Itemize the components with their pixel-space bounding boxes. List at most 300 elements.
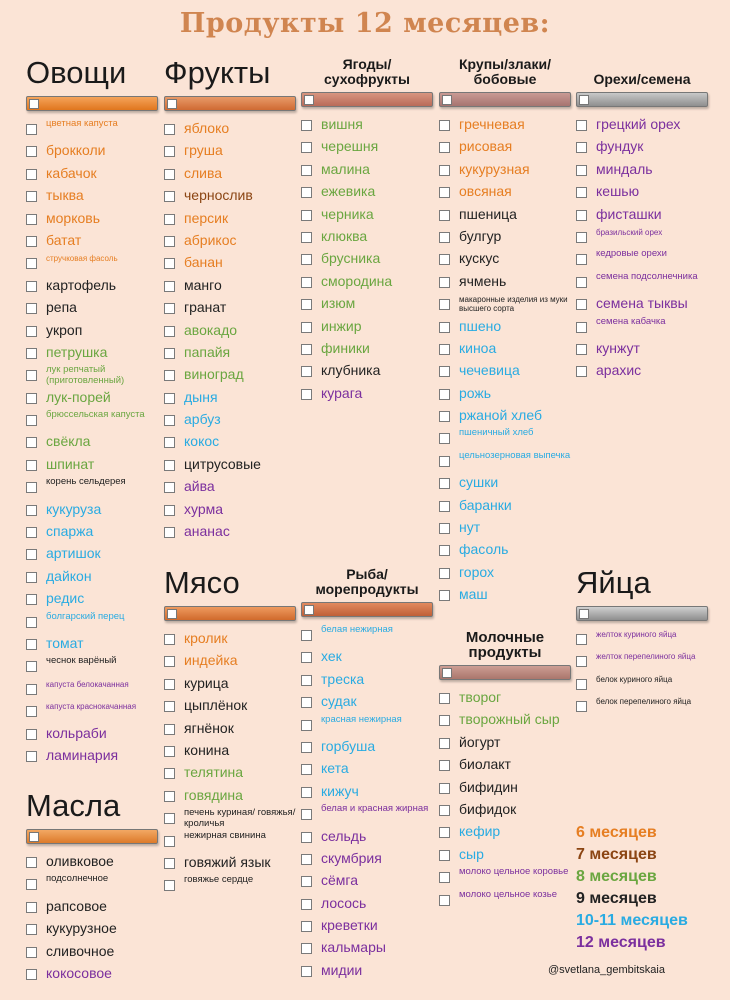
- checkbox[interactable]: [164, 527, 175, 538]
- checklist-item[interactable]: [164, 521, 296, 543]
- checklist-item[interactable]: [164, 387, 296, 409]
- checkbox[interactable]: [164, 791, 175, 802]
- checkbox[interactable]: [26, 661, 37, 672]
- checklist-item[interactable]: [301, 893, 433, 915]
- checkbox[interactable]: [301, 832, 312, 843]
- checkbox[interactable]: [26, 572, 37, 583]
- checkbox[interactable]: [439, 389, 450, 400]
- checklist-item[interactable]: [439, 405, 571, 427]
- checklist-item[interactable]: [301, 669, 433, 691]
- checkbox[interactable]: [164, 124, 175, 135]
- checklist-item[interactable]: [439, 799, 571, 821]
- checklist-item[interactable]: [26, 873, 158, 895]
- section-header: Молочные продукты: [465, 629, 545, 661]
- checklist-item[interactable]: [576, 226, 708, 248]
- checklist-item[interactable]: [439, 472, 571, 494]
- checklist-item[interactable]: [26, 633, 158, 655]
- checkbox[interactable]: [576, 634, 587, 645]
- checklist-item[interactable]: [164, 476, 296, 498]
- checkbox[interactable]: [26, 527, 37, 538]
- checkbox[interactable]: [26, 326, 37, 337]
- checklist-item[interactable]: [576, 159, 708, 181]
- checkbox[interactable]: [164, 724, 175, 735]
- checkbox[interactable]: [26, 751, 37, 762]
- checklist-item[interactable]: [26, 745, 158, 767]
- checkbox[interactable]: [439, 142, 450, 153]
- checklist-item[interactable]: [301, 114, 433, 136]
- checklist-item[interactable]: [439, 159, 571, 181]
- checkbox[interactable]: [439, 277, 450, 288]
- checkbox[interactable]: [301, 187, 312, 198]
- item-label: груша: [184, 142, 223, 159]
- checklist-item[interactable]: [301, 870, 433, 892]
- checkbox[interactable]: [439, 760, 450, 771]
- checkbox[interactable]: [26, 258, 37, 269]
- checklist-item[interactable]: [301, 714, 433, 736]
- checkbox[interactable]: [26, 902, 37, 913]
- checklist-item[interactable]: [164, 874, 296, 896]
- checklist-item[interactable]: [439, 114, 571, 136]
- checkbox[interactable]: [164, 813, 175, 824]
- checkbox[interactable]: [164, 393, 175, 404]
- checklist-item[interactable]: [439, 495, 571, 517]
- checkbox[interactable]: [576, 165, 587, 176]
- checklist-item[interactable]: [576, 360, 708, 382]
- checklist-item[interactable]: [301, 136, 433, 158]
- checklist-item[interactable]: [26, 230, 158, 252]
- checkbox[interactable]: [439, 411, 450, 422]
- checkbox[interactable]: [439, 456, 450, 467]
- checkbox[interactable]: [301, 876, 312, 887]
- checkbox[interactable]: [439, 827, 450, 838]
- checklist-item[interactable]: [576, 181, 708, 203]
- checklist-item[interactable]: [439, 584, 571, 606]
- checkbox[interactable]: [576, 679, 587, 690]
- checklist-item[interactable]: [26, 588, 158, 610]
- checkbox[interactable]: [576, 254, 587, 265]
- checkbox[interactable]: [576, 656, 587, 667]
- checklist-item[interactable]: [26, 454, 158, 476]
- checkbox[interactable]: [576, 187, 587, 198]
- checklist-item[interactable]: [301, 937, 433, 959]
- checkbox[interactable]: [576, 210, 587, 221]
- checkbox[interactable]: [439, 715, 450, 726]
- checkbox[interactable]: [301, 720, 312, 731]
- item-label: тыква: [46, 187, 84, 204]
- checklist-item[interactable]: [576, 293, 708, 315]
- item-label: треска: [321, 670, 365, 687]
- checklist-item[interactable]: [164, 740, 296, 762]
- checklist-item[interactable]: [26, 678, 158, 700]
- checkbox[interactable]: [301, 120, 312, 131]
- checklist-item[interactable]: [439, 226, 571, 248]
- checkbox[interactable]: [439, 120, 450, 131]
- checkbox[interactable]: [301, 254, 312, 265]
- checklist-item[interactable]: [576, 248, 708, 270]
- checklist-item[interactable]: [26, 723, 158, 745]
- checkbox[interactable]: [576, 142, 587, 153]
- checkbox[interactable]: [301, 299, 312, 310]
- checkbox[interactable]: [301, 764, 312, 775]
- checklist-item[interactable]: [439, 204, 571, 226]
- checklist-item[interactable]: [576, 136, 708, 158]
- checkbox[interactable]: [164, 303, 175, 314]
- checklist-item[interactable]: [439, 889, 571, 911]
- checklist-item[interactable]: [439, 293, 571, 315]
- checklist-item[interactable]: [26, 611, 158, 633]
- checklist-item[interactable]: [439, 754, 571, 776]
- checkbox[interactable]: [301, 232, 312, 243]
- checkbox[interactable]: [301, 921, 312, 932]
- item-label: спаржа: [46, 523, 94, 540]
- checkbox[interactable]: [26, 370, 37, 381]
- checkbox[interactable]: [164, 656, 175, 667]
- checklist-item[interactable]: [26, 118, 158, 140]
- section-header: Яйца: [576, 565, 651, 600]
- checkbox[interactable]: [26, 639, 37, 650]
- checklist-item[interactable]: [164, 830, 296, 852]
- checkbox[interactable]: [26, 947, 37, 958]
- checkbox[interactable]: [164, 505, 175, 516]
- checkbox[interactable]: [164, 836, 175, 847]
- checkbox[interactable]: [576, 366, 587, 377]
- checklist-item[interactable]: [164, 252, 296, 274]
- checkbox[interactable]: [439, 366, 450, 377]
- checkbox[interactable]: [439, 783, 450, 794]
- checklist-item[interactable]: [164, 118, 296, 140]
- checkbox[interactable]: [439, 568, 450, 579]
- checkbox[interactable]: [301, 210, 312, 221]
- checkbox[interactable]: [301, 809, 312, 820]
- checklist-item[interactable]: [576, 316, 708, 338]
- checkbox[interactable]: [439, 187, 450, 198]
- checklist-item[interactable]: [164, 342, 296, 364]
- checklist-item[interactable]: [439, 271, 571, 293]
- checklist-item[interactable]: [439, 383, 571, 405]
- checklist-item[interactable]: [301, 293, 433, 315]
- checklist-item[interactable]: [301, 624, 433, 646]
- checklist-item[interactable]: [164, 650, 296, 672]
- checklist-item[interactable]: [439, 821, 571, 843]
- checkbox[interactable]: [439, 545, 450, 556]
- checklist-item[interactable]: [26, 297, 158, 319]
- checkbox[interactable]: [26, 879, 37, 890]
- checklist-item[interactable]: [301, 316, 433, 338]
- checkbox[interactable]: [164, 169, 175, 180]
- checkbox[interactable]: [26, 482, 37, 493]
- checkbox[interactable]: [439, 872, 450, 883]
- checklist-item[interactable]: [439, 316, 571, 338]
- checklist-item[interactable]: [26, 275, 158, 297]
- checklist-item[interactable]: [439, 709, 571, 731]
- checkbox[interactable]: [26, 415, 37, 426]
- checkbox[interactable]: [576, 701, 587, 712]
- item-label: кефир: [459, 823, 501, 840]
- checklist-item[interactable]: [164, 718, 296, 740]
- checklist-item[interactable]: [301, 646, 433, 668]
- checkbox[interactable]: [26, 146, 37, 157]
- checklist-item[interactable]: [439, 844, 571, 866]
- checklist-item[interactable]: [164, 673, 296, 695]
- checkbox[interactable]: [164, 191, 175, 202]
- checkbox[interactable]: [439, 501, 450, 512]
- checklist-item[interactable]: [164, 785, 296, 807]
- checkbox[interactable]: [439, 299, 450, 310]
- checkbox[interactable]: [26, 348, 37, 359]
- checklist-item[interactable]: [301, 848, 433, 870]
- item-label: кедровые орехи: [596, 248, 667, 260]
- checkbox[interactable]: [26, 236, 37, 247]
- checklist-item[interactable]: [576, 650, 708, 672]
- checklist-item[interactable]: [301, 360, 433, 382]
- checkbox[interactable]: [26, 191, 37, 202]
- checklist-item[interactable]: [164, 297, 296, 319]
- checkbox[interactable]: [439, 805, 450, 816]
- checkbox[interactable]: [301, 277, 312, 288]
- checklist-item[interactable]: [26, 185, 158, 207]
- checkbox[interactable]: [164, 236, 175, 247]
- checkbox[interactable]: [26, 393, 37, 404]
- checklist-item[interactable]: [164, 628, 296, 650]
- checkbox[interactable]: [301, 854, 312, 865]
- checklist-item[interactable]: [301, 383, 433, 405]
- checklist-item[interactable]: [26, 963, 158, 985]
- checklist-item[interactable]: [439, 539, 571, 561]
- checkbox[interactable]: [301, 142, 312, 153]
- checklist-item[interactable]: [301, 758, 433, 780]
- checkbox[interactable]: [439, 322, 450, 333]
- checkbox[interactable]: [439, 254, 450, 265]
- checkbox[interactable]: [301, 366, 312, 377]
- checkbox[interactable]: [439, 895, 450, 906]
- legend-entry: 7 месяцев: [576, 846, 657, 863]
- checkbox[interactable]: [301, 787, 312, 798]
- checklist-item[interactable]: [26, 140, 158, 162]
- checklist-item[interactable]: [26, 409, 158, 431]
- checklist-item[interactable]: [439, 866, 571, 888]
- checklist-item[interactable]: [439, 427, 571, 449]
- checklist-item[interactable]: [26, 476, 158, 498]
- checklist-item[interactable]: [301, 204, 433, 226]
- checkbox[interactable]: [576, 322, 587, 333]
- checkbox[interactable]: [439, 850, 450, 861]
- checklist-item[interactable]: [301, 736, 433, 758]
- checklist-item[interactable]: [26, 163, 158, 185]
- checkbox[interactable]: [164, 146, 175, 157]
- item-label: конина: [184, 741, 230, 758]
- item-label: корень сельдерея: [46, 476, 126, 488]
- checklist-item[interactable]: [164, 852, 296, 874]
- checkbox[interactable]: [439, 165, 450, 176]
- checklist-item[interactable]: [301, 248, 433, 270]
- checklist-item[interactable]: [164, 409, 296, 431]
- checkbox[interactable]: [301, 322, 312, 333]
- checklist-item[interactable]: [439, 248, 571, 270]
- checklist-item[interactable]: [301, 781, 433, 803]
- checkbox[interactable]: [164, 370, 175, 381]
- checkbox[interactable]: [164, 460, 175, 471]
- checkbox[interactable]: [301, 899, 312, 910]
- checklist-item[interactable]: [26, 896, 158, 918]
- checkbox[interactable]: [301, 344, 312, 355]
- checklist-item[interactable]: [301, 826, 433, 848]
- checklist-item[interactable]: [301, 691, 433, 713]
- checklist-item[interactable]: [301, 803, 433, 825]
- checkbox[interactable]: [576, 120, 587, 131]
- checkbox[interactable]: [26, 684, 37, 695]
- checklist-item[interactable]: [164, 431, 296, 453]
- checklist-item[interactable]: [576, 628, 708, 650]
- checkbox[interactable]: [164, 746, 175, 757]
- checklist-item[interactable]: [26, 700, 158, 722]
- checklist-item[interactable]: [439, 338, 571, 360]
- checkbox[interactable]: [301, 697, 312, 708]
- checkbox[interactable]: [301, 943, 312, 954]
- checkbox[interactable]: [301, 652, 312, 663]
- checklist-item[interactable]: [164, 762, 296, 784]
- checkbox[interactable]: [301, 675, 312, 686]
- checkbox[interactable]: [439, 590, 450, 601]
- checkbox[interactable]: [439, 232, 450, 243]
- checkbox[interactable]: [164, 214, 175, 225]
- checkbox[interactable]: [576, 232, 587, 243]
- checkbox[interactable]: [26, 281, 37, 292]
- checklist-item[interactable]: [26, 387, 158, 409]
- checkbox[interactable]: [301, 389, 312, 400]
- checklist-item[interactable]: [164, 140, 296, 162]
- checklist-item[interactable]: [439, 562, 571, 584]
- checkbox[interactable]: [26, 214, 37, 225]
- checklist-item[interactable]: [164, 275, 296, 297]
- checkbox[interactable]: [164, 768, 175, 779]
- checklist-item[interactable]: [301, 159, 433, 181]
- checklist-item[interactable]: [26, 208, 158, 230]
- checkbox[interactable]: [301, 630, 312, 641]
- checklist-item[interactable]: [576, 204, 708, 226]
- checkbox[interactable]: [301, 742, 312, 753]
- checklist-item[interactable]: [439, 136, 571, 158]
- checklist-item[interactable]: [301, 226, 433, 248]
- checkbox[interactable]: [26, 969, 37, 980]
- checkbox[interactable]: [301, 966, 312, 977]
- item-label: чернослив: [184, 187, 253, 204]
- checklist-item[interactable]: [301, 271, 433, 293]
- checkbox[interactable]: [26, 594, 37, 605]
- item-label: овсяная: [459, 183, 512, 200]
- item-label: стручковая фасоль: [46, 254, 118, 264]
- checkbox[interactable]: [164, 858, 175, 869]
- checklist-item[interactable]: [26, 364, 158, 386]
- checkbox[interactable]: [26, 460, 37, 471]
- checklist-item[interactable]: [26, 521, 158, 543]
- checkbox[interactable]: [576, 277, 587, 288]
- checkbox[interactable]: [26, 924, 37, 935]
- checklist-item[interactable]: [164, 499, 296, 521]
- checklist-item[interactable]: [164, 208, 296, 230]
- checkbox[interactable]: [439, 210, 450, 221]
- checkbox[interactable]: [26, 617, 37, 628]
- checklist-item[interactable]: [26, 941, 158, 963]
- checkbox[interactable]: [26, 505, 37, 516]
- checklist-item[interactable]: [26, 431, 158, 453]
- checklist-item[interactable]: [439, 181, 571, 203]
- checklist-item[interactable]: [26, 566, 158, 588]
- checkbox[interactable]: [439, 693, 450, 704]
- checklist-item[interactable]: [301, 960, 433, 982]
- checklist-item[interactable]: [26, 252, 158, 274]
- checkbox[interactable]: [26, 169, 37, 180]
- checklist-item[interactable]: [164, 454, 296, 476]
- checkbox[interactable]: [26, 706, 37, 717]
- checklist-item[interactable]: [26, 342, 158, 364]
- checkbox[interactable]: [164, 701, 175, 712]
- checkbox[interactable]: [301, 165, 312, 176]
- checkbox[interactable]: [576, 344, 587, 355]
- checkbox[interactable]: [439, 344, 450, 355]
- checkbox[interactable]: [439, 738, 450, 749]
- checklist-item[interactable]: [26, 655, 158, 677]
- checklist-item[interactable]: [26, 918, 158, 940]
- checkbox[interactable]: [439, 478, 450, 489]
- checkbox[interactable]: [26, 303, 37, 314]
- checklist-item[interactable]: [576, 338, 708, 360]
- checklist-item[interactable]: [301, 915, 433, 937]
- checklist-item[interactable]: [576, 673, 708, 695]
- checklist-item[interactable]: [164, 807, 296, 829]
- checklist-item[interactable]: [439, 450, 571, 472]
- checklist-item[interactable]: [439, 777, 571, 799]
- checklist-item[interactable]: [576, 271, 708, 293]
- checkbox[interactable]: [164, 258, 175, 269]
- checklist-item[interactable]: [301, 181, 433, 203]
- checkbox[interactable]: [164, 437, 175, 448]
- checkbox[interactable]: [26, 124, 37, 135]
- checkbox[interactable]: [164, 880, 175, 891]
- checklist-item[interactable]: [439, 732, 571, 754]
- checkbox[interactable]: [164, 326, 175, 337]
- checklist-item[interactable]: [26, 320, 158, 342]
- checklist-item[interactable]: [164, 364, 296, 386]
- checklist-item[interactable]: [26, 499, 158, 521]
- checklist-item[interactable]: [164, 163, 296, 185]
- checklist-item[interactable]: [439, 687, 571, 709]
- checklist-item[interactable]: [439, 360, 571, 382]
- checklist-item[interactable]: [164, 185, 296, 207]
- checklist-item[interactable]: [26, 851, 158, 873]
- checklist-item[interactable]: [164, 230, 296, 252]
- checkbox[interactable]: [164, 482, 175, 493]
- checkbox[interactable]: [26, 549, 37, 560]
- checkbox[interactable]: [164, 348, 175, 359]
- checklist-item[interactable]: [164, 695, 296, 717]
- checkbox[interactable]: [164, 281, 175, 292]
- checkbox[interactable]: [576, 299, 587, 310]
- checklist-item[interactable]: [439, 517, 571, 539]
- checkbox[interactable]: [164, 679, 175, 690]
- checklist-item[interactable]: [301, 338, 433, 360]
- checkbox[interactable]: [439, 523, 450, 534]
- checklist-item[interactable]: [576, 114, 708, 136]
- checkbox[interactable]: [26, 437, 37, 448]
- checklist-item[interactable]: [576, 695, 708, 717]
- checklist-item[interactable]: [26, 543, 158, 565]
- checkbox[interactable]: [164, 415, 175, 426]
- checkbox[interactable]: [164, 634, 175, 645]
- checklist-item[interactable]: [164, 320, 296, 342]
- checkbox[interactable]: [26, 729, 37, 740]
- checkbox[interactable]: [439, 433, 450, 444]
- checkbox[interactable]: [26, 857, 37, 868]
